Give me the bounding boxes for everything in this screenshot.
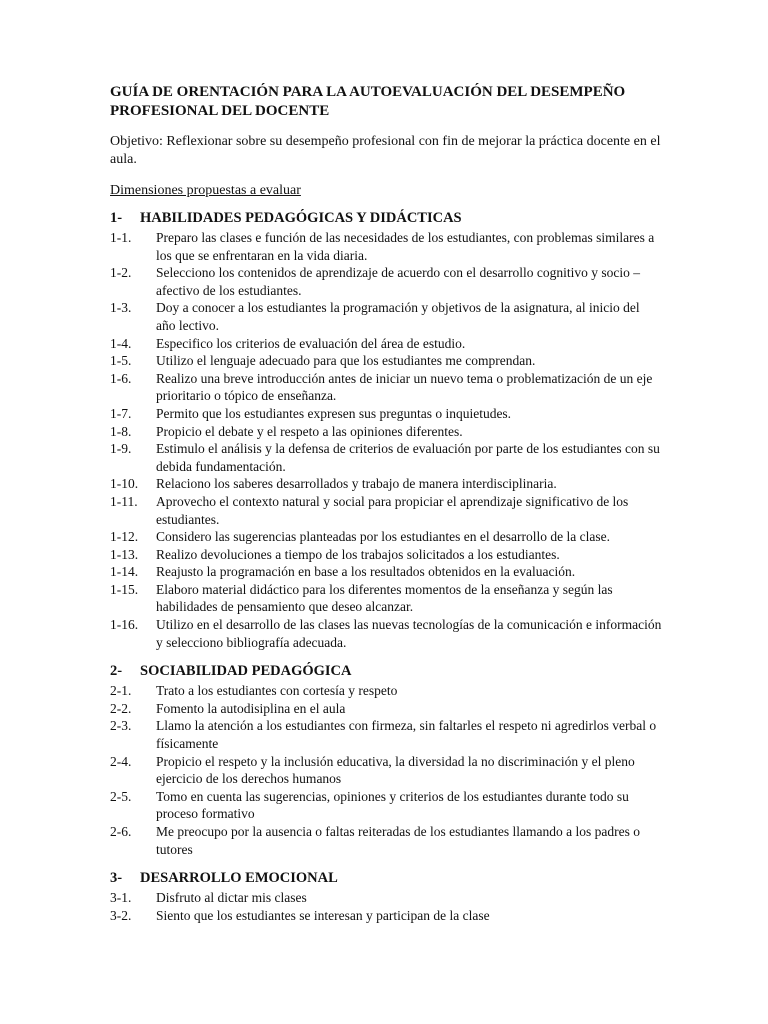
section-3 xyxy=(110,869,662,924)
list-item xyxy=(110,823,662,858)
item-number: 1-13. xyxy=(110,546,139,562)
list-item xyxy=(110,264,662,299)
list-item xyxy=(110,700,662,718)
item-text: Disfruto al dictar mis clases xyxy=(156,890,307,906)
item-number: 1-7. xyxy=(110,405,132,421)
list-item xyxy=(110,493,662,528)
item-text: Me preocupo por la ausencia o faltas reiteradas de los estudiantes llamando a los padres o tutores xyxy=(156,824,640,857)
section-1 xyxy=(110,209,662,651)
section-title: DESARROLLO EMOCIONAL xyxy=(140,870,338,887)
list-item xyxy=(110,907,662,925)
item-text: Propicio el debate y el respeto a las opiniones diferentes. xyxy=(156,423,463,439)
item-text: Utilizo el lenguaje adecuado para que los estudiantes me comprendan. xyxy=(156,353,536,369)
item-number: 1-14. xyxy=(110,564,139,580)
item-text: Llamo la atención a los estudiantes con firmeza, sin faltarles el respeto ni agredirlos verbal o físicamente xyxy=(156,718,657,752)
item-text: Trato a los estudiantes con cortesía y respeto xyxy=(156,683,398,699)
list-item xyxy=(110,440,662,475)
list-item xyxy=(110,528,662,546)
item-number: 3-1. xyxy=(110,890,132,906)
list-item xyxy=(110,753,662,788)
item-text: Estimulo el análisis y la defensa de criterios de evaluación por parte de los estudiantes con su debida fundamentación. xyxy=(156,441,660,474)
item-text: Utilizo en el desarrollo de las clases las nuevas tecnologías de la comunicación e información y selecciono bibliografía adecuada. xyxy=(156,617,662,650)
list-item xyxy=(110,788,662,823)
item-number: 2-6. xyxy=(110,824,132,839)
section-number: 3- xyxy=(110,870,123,887)
item-number: 1-1. xyxy=(110,230,132,245)
item-text: Doy a conocer a los estudiantes la programación y objetivos de la asignatura, al inicio del año lectivo. xyxy=(156,300,640,333)
list-item xyxy=(110,717,662,752)
document-body xyxy=(110,83,662,924)
list-item xyxy=(110,229,662,264)
section-2 xyxy=(110,662,662,858)
item-text: Aprovecho el contexto natural y social para propiciar el aprendizaje significativo de los estudiantes. xyxy=(156,493,629,527)
item-number: 2-1. xyxy=(110,683,132,699)
item-text: Fomento la autodisiplina en el aula xyxy=(156,700,346,716)
section-heading xyxy=(110,209,662,228)
item-text: Elaboro material didáctico para los diferentes momentos de la enseñanza y según las habilidades de pensamiento que deseo alcanzar. xyxy=(156,581,613,615)
item-number: 2-4. xyxy=(110,753,132,769)
list-item xyxy=(110,616,662,651)
list-item xyxy=(110,405,662,423)
item-text: Realizo devoluciones a tiempo de los trabajos solicitados a los estudiantes. xyxy=(156,546,560,562)
list-item xyxy=(110,335,662,353)
item-text: Relaciono los saberes desarrollados y trabajo de manera interdisciplinaria. xyxy=(156,476,557,492)
item-text: Tomo en cuenta las sugerencias, opiniones y criterios de los estudiantes durante todo su proceso formativo xyxy=(156,788,629,822)
item-text: Considero las sugerencias planteadas por los estudiantes en el desarrollo de la clase. xyxy=(156,529,610,545)
list-item xyxy=(110,352,662,370)
list-item xyxy=(110,563,662,581)
item-text: Realizo una breve introducción antes de iniciar un nuevo tema o problematización de un eje prioritario o tópico de enseñanza. xyxy=(156,370,653,404)
sections-container xyxy=(110,209,662,924)
section-title: HABILIDADES PEDAGÓGICAS Y DIDÁCTICAS xyxy=(140,210,462,226)
item-number: 1-15. xyxy=(110,581,139,597)
item-number: 1-9. xyxy=(110,441,132,457)
objective-paragraph: Objetivo: Reflexionar sobre su desempeño profesional con fin de mejorar la práctica docente en el aula. xyxy=(110,134,661,167)
item-text: Permito que los estudiantes expresen sus preguntas o inquietudes. xyxy=(156,405,512,421)
item-text: Reajusto la programación en base a los resultados obtenidos en la evaluación. xyxy=(156,564,576,580)
section-title: SOCIABILIDAD PEDAGÓGICA xyxy=(140,663,352,680)
item-text: Preparo las clases e función de las necesidades de los estudiantes, con problemas similares a los que se enfrentaran en la vida diaria. xyxy=(156,230,655,263)
section-number: 2- xyxy=(110,663,123,680)
item-number: 1-16. xyxy=(110,617,139,633)
item-text: Propicio el respeto y la inclusión educativa, la diversidad la no discriminación y el pleno ejercicio de los derechos humanos xyxy=(156,753,635,787)
item-text: Especifico los criterios de evaluación del área de estudio. xyxy=(156,335,466,351)
document-title: GUÍA DE ORENTACIÓN PARA LA AUTOEVALUACIÓN DEL DESEMPEÑO PROFESIONAL DEL DOCENTE xyxy=(110,84,626,119)
list-item xyxy=(110,546,662,564)
item-number: 1-2. xyxy=(110,265,132,281)
dimensions-heading: Dimensiones propuestas a evaluar xyxy=(110,183,301,198)
item-number: 3-2. xyxy=(110,907,132,923)
item-number: 1-3. xyxy=(110,300,132,316)
item-number: 1-10. xyxy=(110,476,139,492)
list-item xyxy=(110,299,662,334)
list-item xyxy=(110,475,662,493)
item-number: 2-3. xyxy=(110,718,132,734)
list-item xyxy=(110,889,662,907)
list-item xyxy=(110,370,662,405)
item-number: 1-12. xyxy=(110,529,139,545)
section-heading xyxy=(110,869,662,888)
item-number: 1-4. xyxy=(110,335,132,351)
item-number: 1-5. xyxy=(110,353,132,369)
section-heading xyxy=(110,662,662,681)
list-item xyxy=(110,682,662,700)
item-number: 1-6. xyxy=(110,370,132,386)
item-number: 2-2. xyxy=(110,700,132,716)
item-number: 1-11. xyxy=(110,493,138,509)
item-text: Siento que los estudiantes se interesan y participan de la clase xyxy=(156,907,490,923)
list-item xyxy=(110,423,662,441)
item-text: Selecciono los contenidos de aprendizaje de acuerdo con el desarrollo cognitivo y socio – afectivo de los estudiantes. xyxy=(156,265,640,298)
section-number: 1- xyxy=(110,210,123,226)
list-item xyxy=(110,581,662,616)
item-number: 2-5. xyxy=(110,788,132,804)
item-number: 1-8. xyxy=(110,423,132,439)
